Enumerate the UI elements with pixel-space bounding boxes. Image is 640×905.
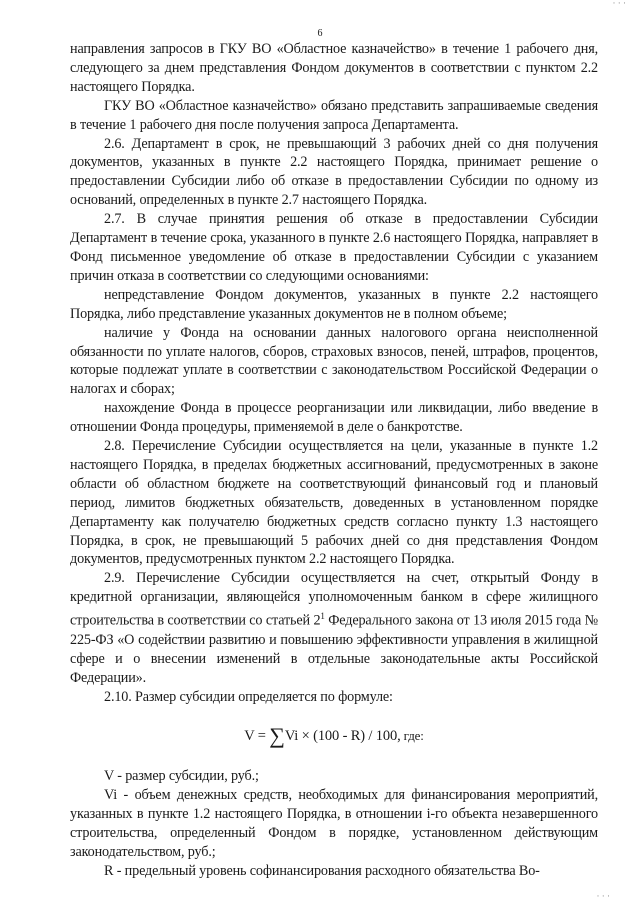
definition-vi: Vi - объем денежных средств, необходимых для финансирования мероприятий, указанных в пункте 1.2 настоящего Порядка, в отношении i-го объекта незавершенного строительства, определенный Фондом в порядке, установленном действующим законодательством, руб.; — [70, 787, 598, 860]
paragraph-ground-2: наличие у Фонда на основании данных налогового органа неисполненной обязанности по уплате налогов, сборов, страховых взносов, пеней, штрафов, процентов, которые подлежат уплате в соответствии с законодательством Российской Федерации о налогах и сборах; — [70, 324, 598, 398]
subsidy-formula — [70, 723, 598, 749]
formula-lhs: V = — [244, 728, 270, 745]
formula-rhs: Vi × (100 - R) / 100, — [284, 728, 401, 745]
corner-mark-top: · · · — [612, 0, 626, 8]
superscript: 1 — [320, 611, 325, 622]
formula-tail: где: — [400, 728, 424, 744]
corner-mark-bottom: · · · — [596, 891, 610, 901]
paragraph-2-9: 2.9. Перечисление Субсидии осуществляется на счет, открытый Фонду в кредитной организации, являющейся уполномоченным банком в сфере жилищного строительства в соответствии со статьей $2^1$ Федерального закона от 13 июля 2015 года № 225-ФЗ «О содействии развитию и повышению эффективности управления в жилищной сфере и о внесении изменений в отдельные законодательные акты Российской Федерации». — [70, 570, 598, 686]
sigma-symbol: ∑ — [269, 723, 285, 749]
paragraph-2-7: 2.7. В случае принятия решения об отказе в предоставлении Субсидии Департамент в течение срока, указанного в пункте 2.6 настоящего Порядка, направляет в Фонд письменное уведомление об отказе в предоставлении Субсидии с указанием причин отказа в соответствии со следующими основаниями: — [70, 211, 598, 284]
paragraph-treasury: ГКУ ВО «Областное казначейство» обязано представить запрашиваемые сведения в течение 1 рабочего дня после получения запроса Департамента. — [70, 97, 598, 133]
document-body — [70, 40, 598, 881]
paragraph-2-8: 2.8. Перечисление Субсидии осуществляется на цели, указанные в пункте 1.2 настоящего Порядка, в пределах бюджетных ассигнований, предусмотренных в законе области об областном бюджете на соответствующий финансовый год и плановый период, лимитов бюджетных обязательств, доведенных в установленном порядке Департаменту как получателю бюджетных средств согласно пункту 1.3 настоящего Порядка, в срок, не превышающий 5 рабочих дней со дня представления Фондом документов, предусмотренных пунктом 2.2 настоящего Порядка. — [70, 438, 598, 568]
paragraph-2-10: 2.10. Размер субсидии определяется по формуле: — [104, 688, 393, 705]
page-number: 6 — [317, 28, 323, 39]
definition-r: R - предельный уровень софинансирования расходного обязательства Во- — [104, 862, 540, 879]
definition-v: V - размер субсидии, руб.; — [104, 768, 259, 785]
paragraph-ground-3: нахождение Фонда в процессе реорганизации или ликвидации, либо введение в отношении Фонда процедуры, применяемой в деле о банкротстве. — [70, 400, 598, 436]
paragraph-2-6: 2.6. Департамент в срок, не превышающий 3 рабочих дней со дня получения документов, указанных в пункте 2.2 настоящего Порядка, принимает решение о предоставлении Субсидии либо об отказе в предоставлении Субсидии по одному из оснований, определенных в пункте 2.7 настоящего Порядка. — [70, 135, 598, 209]
paragraph-continuation: направления запросов в ГКУ ВО «Областное казначейство» в течение 1 рабочего дня, следующего за днем представления Фондом документов в соответствии с пунктом 2.2 настоящего Порядка. — [70, 41, 598, 95]
paragraph-ground-1: непредставление Фондом документов, указанных в пункте 2.2 настоящего Порядка, либо представление указанных документов не в полном объеме; — [70, 286, 598, 322]
